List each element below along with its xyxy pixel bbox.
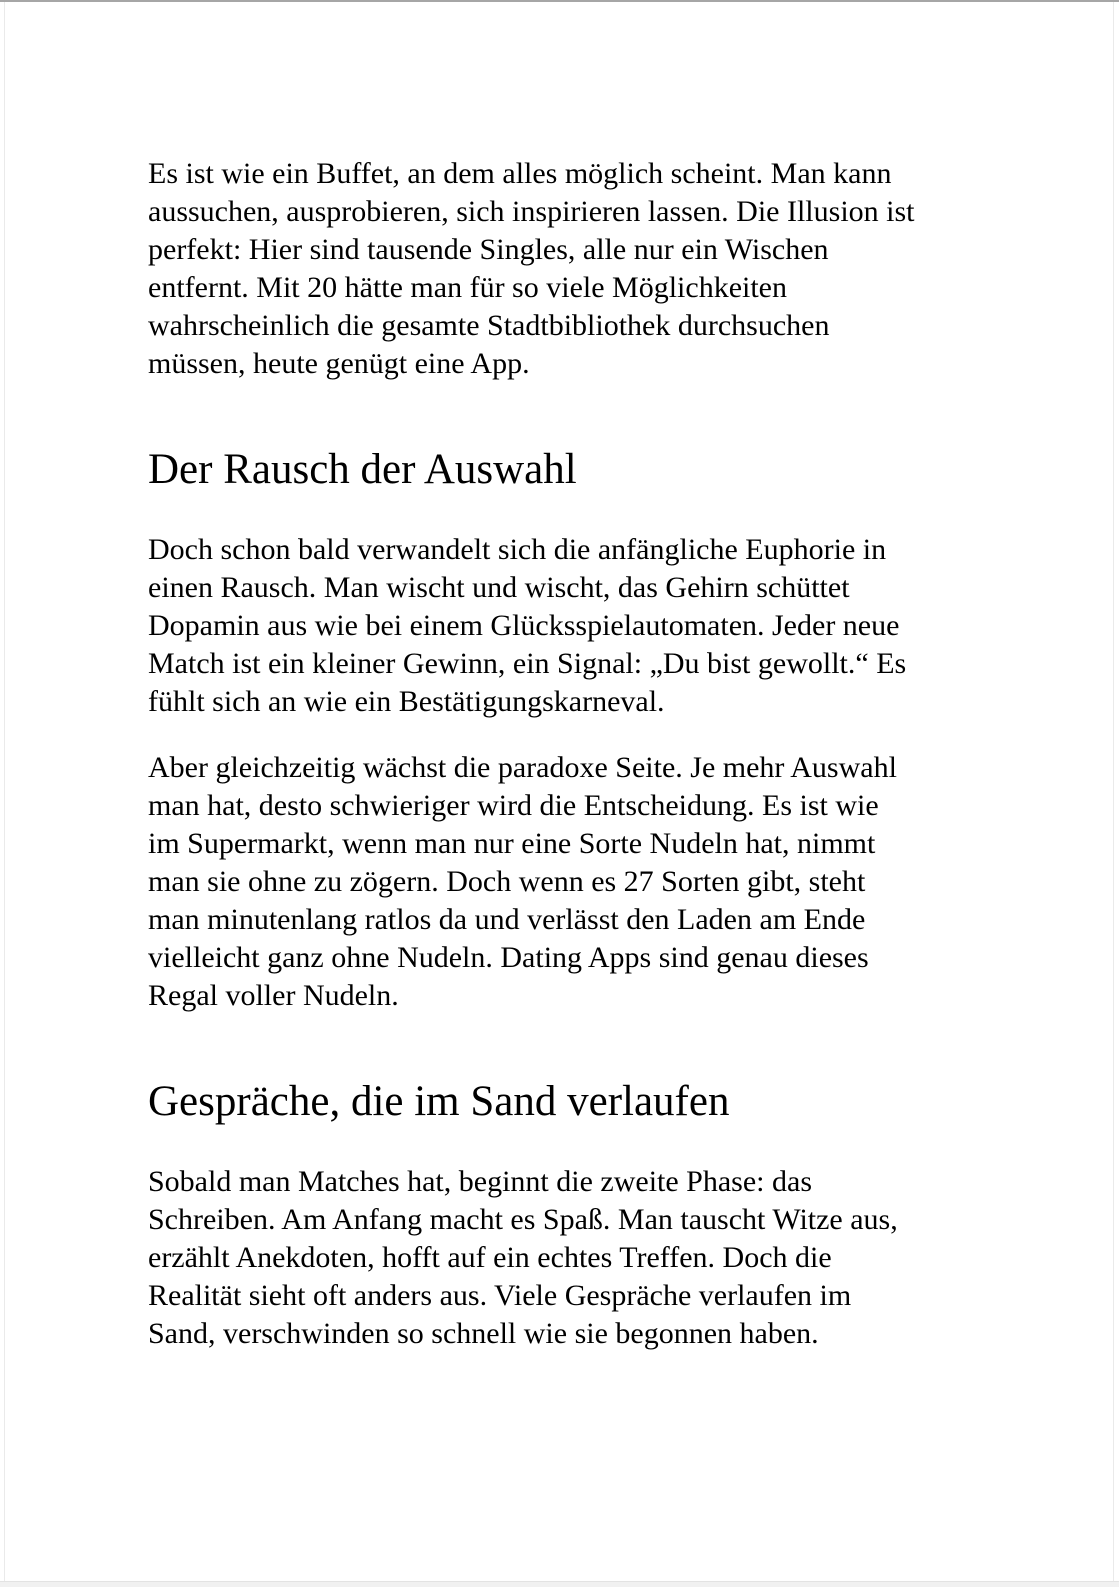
text-line: Realität sieht oft anders aus. Viele Gespräche verlaufen im	[148, 1279, 852, 1312]
text-line: entfernt. Mit 20 hätte man für so viele Möglichkeiten	[148, 271, 787, 304]
text-line: aussuchen, ausprobieren, sich inspirieren lassen. Die Illusion ist	[148, 195, 915, 228]
paragraph	[148, 1163, 993, 1353]
text-line: im Supermarkt, wenn man nur eine Sorte Nudeln hat, nimmt	[148, 827, 876, 860]
text-line: müssen, heute genügt eine App.	[148, 347, 530, 380]
article-content	[5, 2, 1113, 1353]
section-heading: Der Rausch der Auswahl	[148, 446, 577, 493]
paragraph	[148, 749, 993, 1015]
text-line: fühlt sich an wie ein Bestätigungskarneval.	[148, 685, 665, 718]
paragraph	[148, 155, 993, 383]
text-line: Doch schon bald verwandelt sich die anfängliche Euphorie in	[148, 533, 887, 566]
text-line: vielleicht ganz ohne Nudeln. Dating Apps sind genau dieses	[148, 941, 869, 974]
window-bottom-edge	[0, 1581, 1119, 1587]
text-line: man sie ohne zu zögern. Doch wenn es 27 Sorten gibt, steht	[148, 865, 866, 898]
paragraph	[148, 531, 993, 721]
text-line: Regal voller Nudeln.	[148, 979, 399, 1012]
text-line: Schreiben. Am Anfang macht es Spaß. Man tauscht Witze aus,	[148, 1203, 898, 1236]
document-page	[4, 2, 1114, 1587]
text-line: einen Rausch. Man wischt und wischt, das Gehirn schüttet	[148, 571, 850, 604]
text-line: perfekt: Hier sind tausende Singles, alle nur ein Wischen	[148, 233, 829, 266]
section-heading: Gespräche, die im Sand verlaufen	[148, 1078, 730, 1125]
text-line: Aber gleichzeitig wächst die paradoxe Seite. Je mehr Auswahl	[148, 751, 897, 784]
text-line: Es ist wie ein Buffet, an dem alles möglich scheint. Man kann	[148, 157, 892, 190]
text-line: man hat, desto schwieriger wird die Entscheidung. Es ist wie	[148, 789, 879, 822]
text-line: Dopamin aus wie bei einem Glücksspielautomaten. Jeder neue	[148, 609, 900, 642]
text-line: man minutenlang ratlos da und verlässt den Laden am Ende	[148, 903, 866, 936]
text-line: erzählt Anekdoten, hofft auf ein echtes Treffen. Doch die	[148, 1241, 832, 1274]
text-line: Sobald man Matches hat, beginnt die zweite Phase: das	[148, 1165, 812, 1198]
window-top-edge	[0, 0, 1119, 2]
text-line: wahrscheinlich die gesamte Stadtbibliothek durchsuchen	[148, 309, 830, 342]
text-line: Sand, verschwinden so schnell wie sie begonnen haben.	[148, 1317, 819, 1350]
text-line: Match ist ein kleiner Gewinn, ein Signal: „Du bist gewollt.“ Es	[148, 647, 907, 680]
